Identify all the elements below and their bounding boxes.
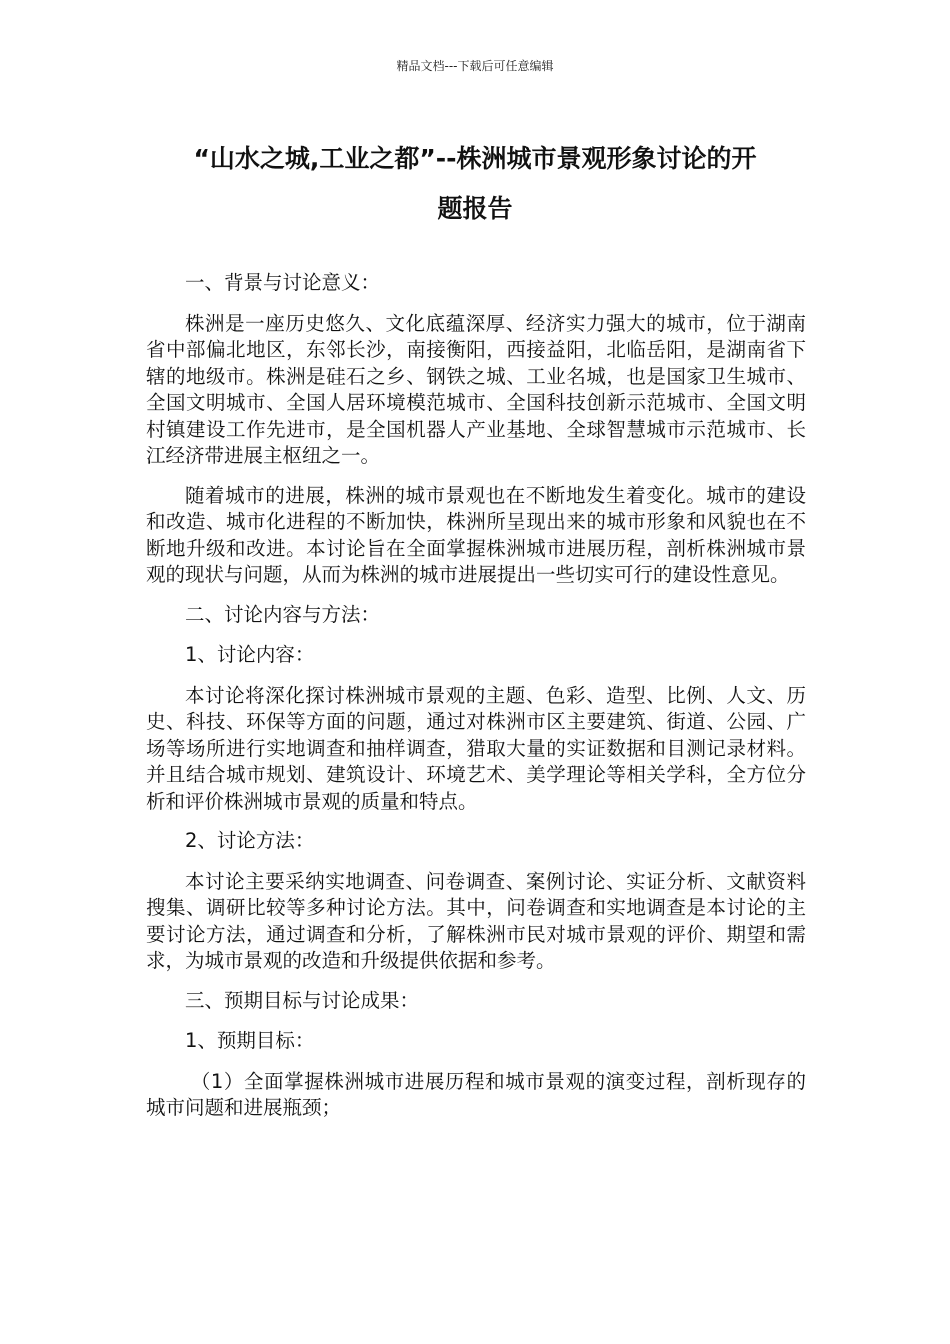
section-2-paragraph-1: 本讨论将深化探讨株洲城市景观的主题、色彩、造型、比例、人文、历史、科技、环保等方面的问题，通过对株洲市区主要建筑、街道、公园、广场等场所进行实地调查和抽样调查，猎取大量的实证数据和目测记录材料。并且结合城市规划、建筑设计、环境艺术、美学理论等相关学科，全方位分析和评价株洲城市景观的质量和特点。	[146, 683, 806, 813]
document-title	[140, 134, 810, 234]
document-title-line-2: 题报告	[437, 194, 513, 223]
section-2-paragraph-2: 本讨论主要采纳实地调查、问卷调查、案例讨论、实证分析、文献资料搜集、调研比较等多种讨论方法。其中，问卷调查和实地调查是本讨论的主要讨论方法，通过调查和分析，了解株洲市民对城市景观的评价、期望和需求，为城市景观的改造和升级提供依据和参考。	[146, 869, 806, 972]
section-1-paragraph-2: 随着城市的进展，株洲的城市景观也在不断地发生着变化。城市的建设和改造、城市化进程的不断加快，株洲所呈现出来的城市形象和风貌也在不断地升级和改进。本讨论旨在全面掌握株洲城市进展历程，剖析株洲城市景观的现状与问题，从而为株洲的城市进展提出一些切实可行的建设性意见。	[146, 483, 806, 586]
page-header: 精品文档---下载后可任意编辑	[396, 59, 554, 73]
section-2-subheading-1: 1、讨论内容：	[185, 643, 315, 666]
section-2-heading: 二、讨论内容与方法：	[185, 602, 381, 626]
document-title-line-1: “山水之城,工业之都”--株洲城市景观形象讨论的开	[193, 144, 757, 173]
section-3-heading: 三、预期目标与讨论成果：	[185, 988, 420, 1012]
section-3-subheading-1: 1、预期目标：	[185, 1029, 315, 1052]
section-2-subheading-2: 2、讨论方法：	[185, 829, 315, 852]
section-1-heading: 一、背景与讨论意义：	[185, 271, 381, 294]
document-body	[146, 270, 806, 1135]
section-3-item-1: （1）全面掌握株洲城市进展历程和城市景观的演变过程，剖析现存的城市问题和进展瓶颈；	[146, 1069, 806, 1119]
section-1-paragraph-1: 株洲是一座历史悠久、文化底蕴深厚、经济实力强大的城市，位于湖南省中部偏北地区，东邻长沙，南接衡阳，西接益阳，北临岳阳，是湖南省下辖的地级市。株洲是硅石之乡、钢铁之城、工业名城，也是国家卫生城市、全国文明城市、全国人居环境模范城市、全国科技创新示范城市、全国文明村镇建设工作先进市，是全国机器人产业基地、全球智慧城市示范城市、长江经济带进展主枢纽之一。	[146, 311, 806, 467]
